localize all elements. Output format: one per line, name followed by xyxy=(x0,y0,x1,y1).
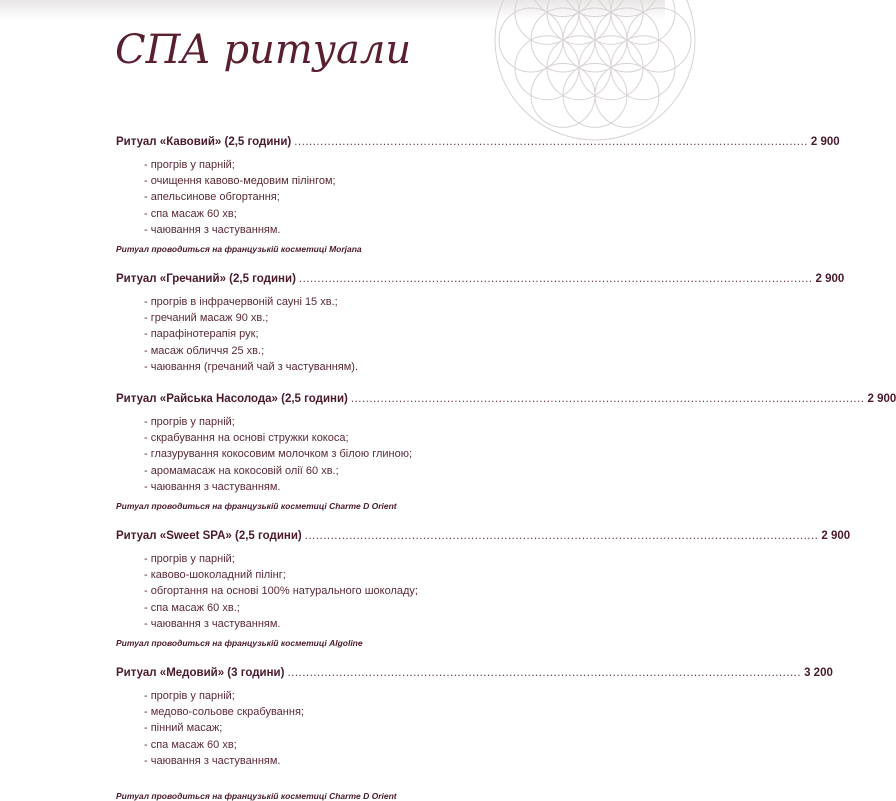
list-item: - прогрів у парній; xyxy=(144,690,235,702)
list-item: - чаювання з частуванням. xyxy=(144,754,281,767)
list-item: - пінний масаж; xyxy=(144,722,223,735)
list-item: - спа масаж 60 хв; xyxy=(144,207,237,220)
ritual-items xyxy=(116,157,586,238)
ritual-header xyxy=(116,270,845,288)
list-item: - гречаний масаж 90 хв.; xyxy=(144,312,269,325)
ritual-name: Ритуал «Медовий» (3 години) xyxy=(116,667,285,679)
list-item: - парафінотерапія рук; xyxy=(144,328,259,341)
ritual-honey xyxy=(116,664,833,801)
leader-dots: ........................................................................................................................................... xyxy=(350,393,865,405)
ritual-items xyxy=(116,294,586,375)
list-item: - чаювання з частуванням. xyxy=(144,617,281,630)
rituals-list xyxy=(116,133,896,801)
ritual-price: 2 900 xyxy=(810,136,840,148)
list-item: - чаювання (гречаний чай з частуванням). xyxy=(144,360,359,373)
ritual-name: Ритуал «Кавовий» (2,5 години) xyxy=(116,136,292,148)
ritual-price: 2 900 xyxy=(821,530,851,542)
ritual-items xyxy=(116,551,586,632)
leader-dots: ........................................................................................................................................... xyxy=(287,667,802,679)
ritual-name: Ритуал «Райська Насолода» (2,5 години) xyxy=(116,393,348,405)
cosmetics-note: Ритуал проводиться на французькій косметиці Charme D Orient xyxy=(116,501,397,511)
ritual-header xyxy=(116,133,840,151)
list-item: - чаювання з частуванням. xyxy=(144,480,281,493)
leader-dots: ........................................................................................................................................... xyxy=(298,273,813,285)
list-item: - апельсинове обгортання; xyxy=(144,191,280,204)
ritual-items xyxy=(116,414,586,495)
list-item: - очищення кавово-медовим пілінгом; xyxy=(144,175,336,188)
list-item: - спа масаж 60 хв; xyxy=(144,738,237,751)
page-title: СПА ритуали xyxy=(115,27,412,73)
cosmetics-note: Ритуал проводиться на французькій косметиці Charme D Orient xyxy=(116,791,397,801)
ritual-items xyxy=(116,688,586,769)
list-item: - прогрів в інфрачервоній сауні 15 хв.; xyxy=(144,296,338,308)
ritual-paradise xyxy=(116,390,896,527)
list-item: - масаж обличчя 25 хв.; xyxy=(144,344,265,357)
list-item: - чаювання з частуванням. xyxy=(144,223,281,236)
ritual-price: 3 200 xyxy=(804,667,833,679)
list-item: - прогрів у парній; xyxy=(144,159,235,171)
list-item: - кавово-шоколадний пілінг; xyxy=(144,569,286,582)
cosmetics-note: Ритуал проводиться на французькій косметиці Algoline xyxy=(116,638,363,648)
ritual-name: Ритуал «Гречаний» (2,5 години) xyxy=(116,273,296,285)
list-item: - обгортання на основі 100% натурального шоколаду; xyxy=(144,585,418,598)
ritual-sweet-spa xyxy=(116,527,851,664)
ritual-price: 2 900 xyxy=(815,273,845,285)
ritual-header xyxy=(116,390,896,408)
ritual-price: 2 900 xyxy=(867,393,896,405)
list-item: - спа масаж 60 хв.; xyxy=(144,601,240,614)
leader-dots: ........................................................................................................................................... xyxy=(304,530,819,542)
list-item: - скрабування на основі стружки кокоса; xyxy=(144,432,349,445)
list-item: - глазурування кокосовим молочком з білою глиною; xyxy=(144,448,413,461)
ritual-name: Ритуал «Sweet SPA» (2,5 години) xyxy=(116,530,302,542)
list-item: - прогрів у парній; xyxy=(144,416,235,428)
leader-dots: ........................................................................................................................................... xyxy=(294,136,808,148)
ritual-coffee xyxy=(116,133,840,270)
ritual-buckwheat xyxy=(116,270,845,390)
cosmetics-note: Ритуал проводиться на французькій косметиці Morjana xyxy=(116,244,362,254)
list-item: - аромамасаж на кокосовій олії 60 хв.; xyxy=(144,464,339,477)
list-item: - медово-сольове скрабування; xyxy=(144,706,304,719)
ritual-header xyxy=(116,664,833,682)
ritual-header xyxy=(116,527,851,545)
flower-of-life-ornament-icon xyxy=(485,0,705,150)
list-item: - прогрів у парній; xyxy=(144,553,235,565)
